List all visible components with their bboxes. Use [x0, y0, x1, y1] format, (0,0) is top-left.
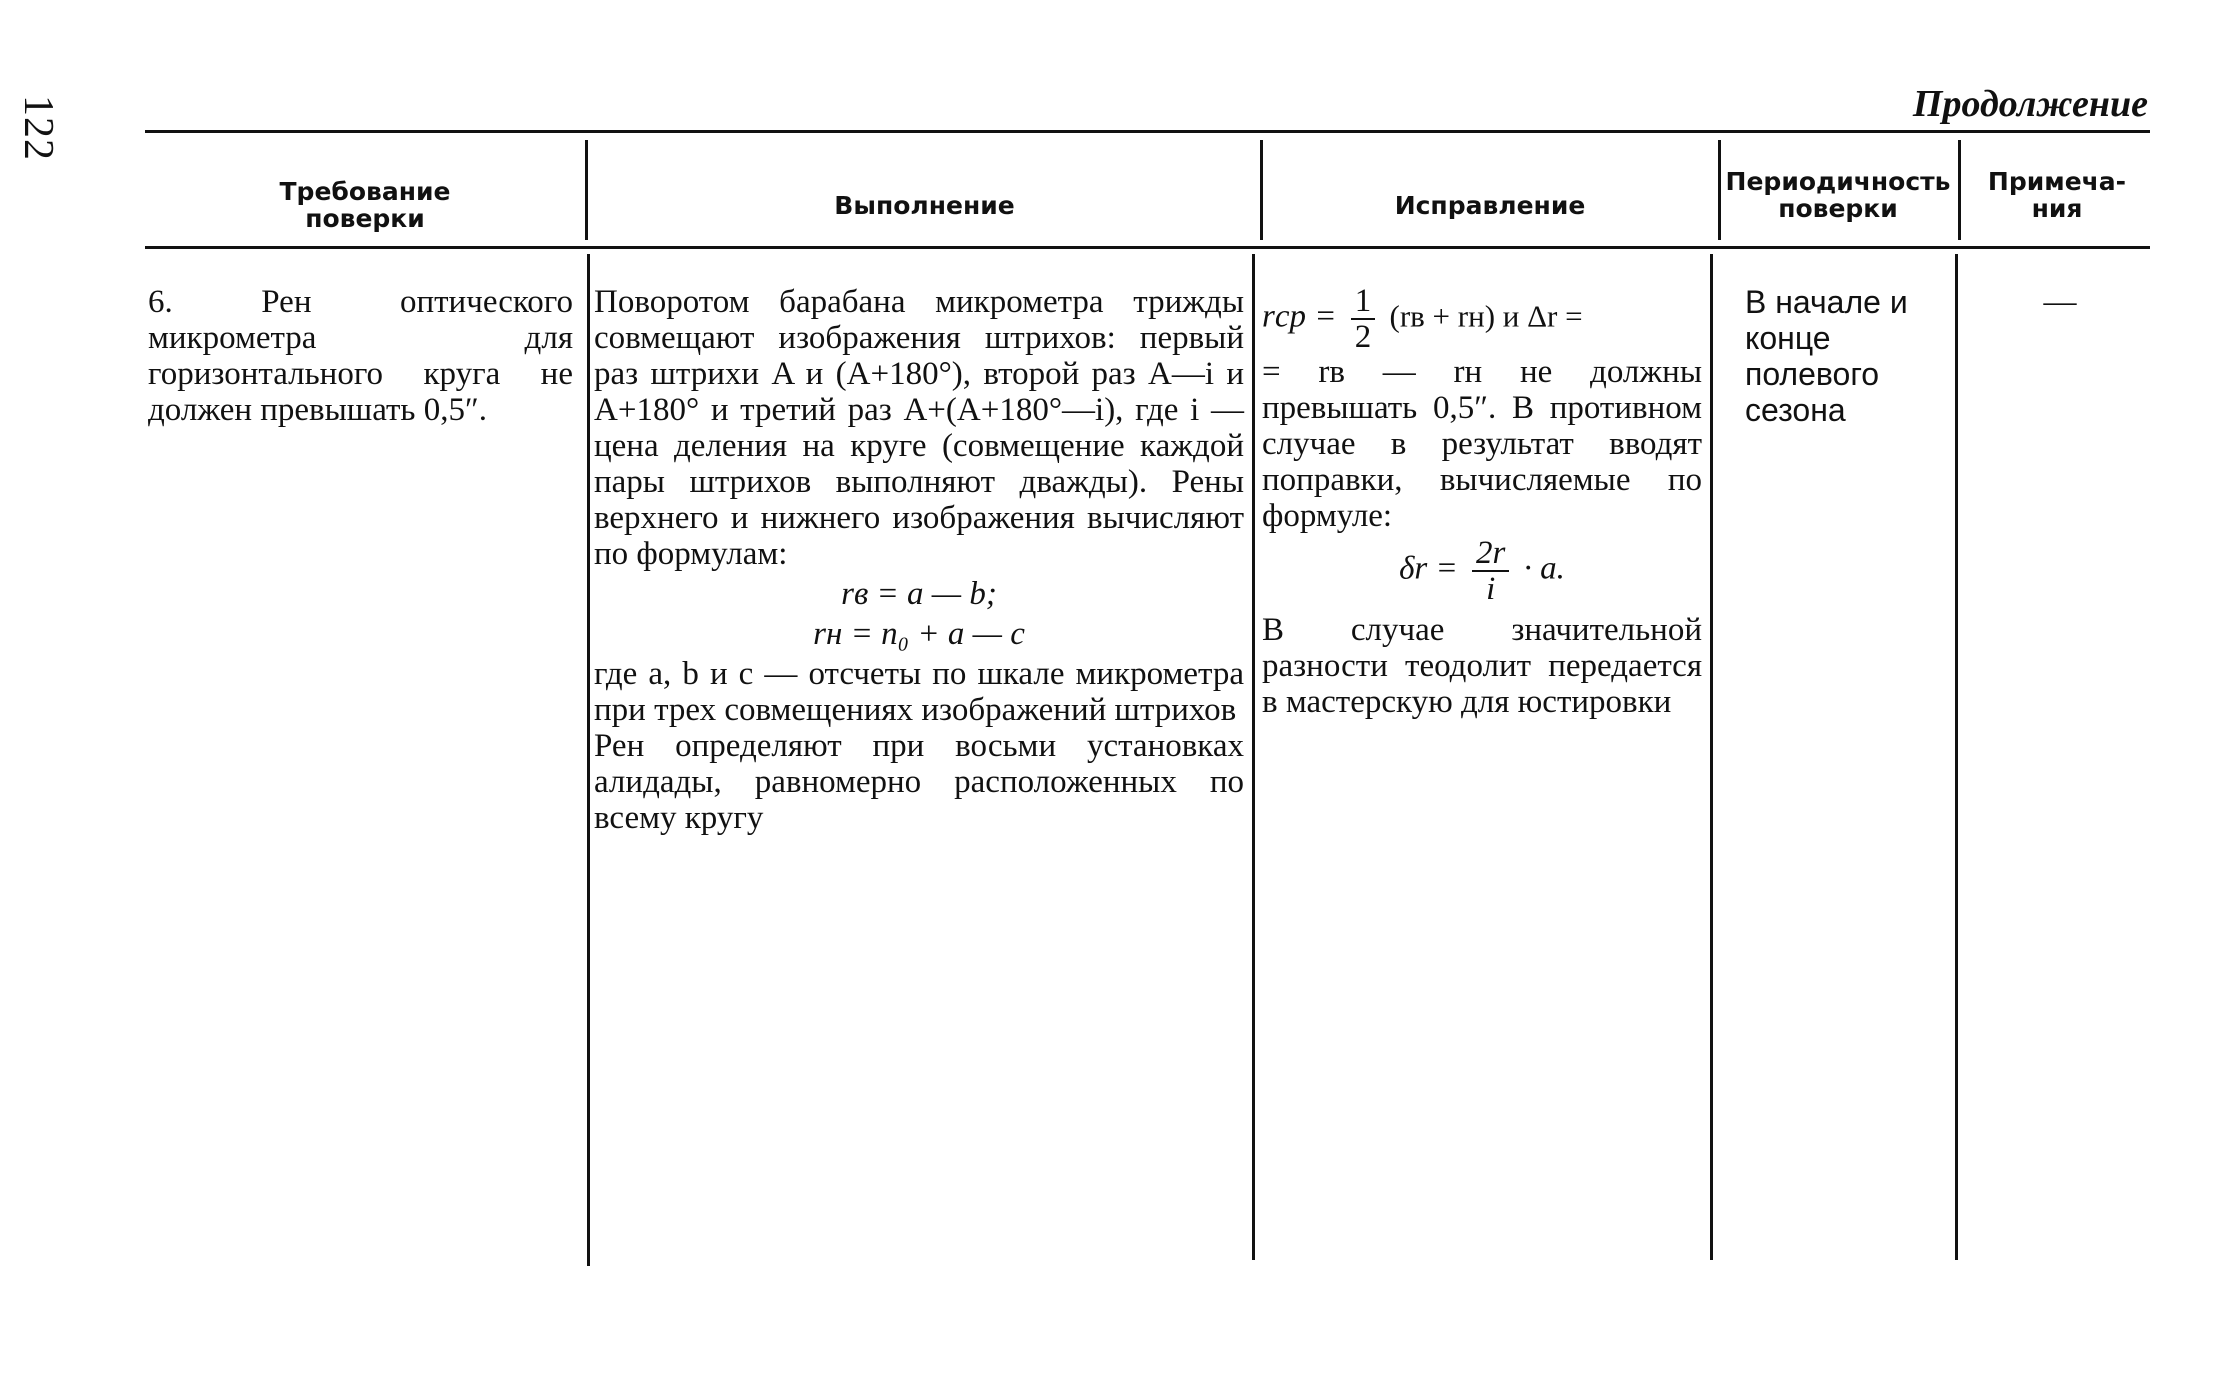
header-notes-line1: Примеча- — [1987, 167, 2127, 196]
continuation-label: Продолжение — [1912, 83, 2148, 125]
cell-notes — [1970, 284, 2150, 320]
fraction-2r-over-i — [1472, 536, 1509, 606]
header-divider-2 — [1260, 140, 1263, 240]
header-execution — [592, 160, 1257, 250]
body-divider-2 — [1252, 254, 1255, 1260]
fraction-2-numerator: 2r — [1472, 536, 1509, 572]
correction-formula-1-left: rср = — [1262, 298, 1337, 335]
header-periodicity — [1722, 150, 1954, 240]
header-periodicity-line2: поверки — [1778, 194, 1898, 223]
header-correction-label: Исправление — [1394, 190, 1586, 220]
execution-paragraph-1: Поворотом барабана микрометра трижды совмещают изображения штрихов: первый раз штрихи A и (A+180°), второй раз A—i и A+180° и третий раз A+(A+180°—i), где i — цена деления на круге (совмещение каждой пары штрихов выполняют дважды). Рены верхнего и нижнего изображения вычисляют по формулам: — [594, 284, 1244, 572]
header-divider-3 — [1718, 140, 1721, 240]
execution-paragraph-3: Рен определяют при восьми установках алидады, равномерно расположенных по всему кругу — [594, 728, 1244, 836]
correction-formula-2 — [1262, 536, 1702, 606]
cell-execution — [594, 284, 1244, 836]
execution-formula-lower: rн = n₀ + a — c — [813, 616, 1025, 652]
header-notes — [1962, 150, 2152, 240]
fraction-one-half — [1351, 284, 1376, 354]
periodicity-text: В начале и конце полевого сезона — [1745, 284, 1908, 428]
correction-formula-1 — [1262, 284, 1702, 354]
header-periodicity-line1: Периодичность — [1725, 167, 1951, 196]
table-top-rule — [145, 130, 2150, 133]
cell-correction — [1262, 284, 1702, 720]
correction-formula-2-right: · a. — [1523, 550, 1565, 587]
correction-paragraph-2: В случае значительной разности теодолит передается в мастерскую для юстировки — [1262, 612, 1702, 720]
header-requirement-line1: Требование — [279, 177, 451, 206]
fraction-1-numerator: 1 — [1351, 284, 1376, 320]
page-number: 122 — [15, 95, 61, 161]
correction-formula-1-right: (rв + rн) и Δr = — [1389, 298, 1583, 334]
execution-formula-upper: rв = a — b; — [841, 576, 997, 612]
fraction-2-denominator: i — [1486, 571, 1496, 607]
execution-paragraph-2: где a, b и c — отсчеты по шкале микрометра при трех совмещениях изображений штрихов — [594, 656, 1244, 728]
correction-paragraph-1: = rв — rн не должны превышать 0,5″. В противном случае в результат вводят поправки, вычисляемые по формуле: — [1262, 354, 1702, 534]
body-divider-1 — [587, 254, 590, 1266]
header-divider-4 — [1958, 140, 1961, 240]
body-divider-4 — [1955, 254, 1958, 1260]
body-divider-3 — [1710, 254, 1713, 1260]
notes-dash: — — [2043, 284, 2077, 320]
header-requirement-line2: поверки — [305, 204, 425, 233]
header-execution-label: Выполнение — [834, 190, 1015, 220]
correction-formula-2-left: δr = — [1399, 550, 1458, 587]
header-requirement — [150, 160, 580, 250]
header-notes-line2: ния — [2031, 194, 2083, 223]
requirement-text: 6. Рен оптического микрометра для горизонтального круга не должен превышать 0,5″. — [148, 284, 573, 428]
header-correction — [1265, 160, 1715, 250]
cell-requirement — [148, 284, 573, 428]
fraction-1-denominator: 2 — [1354, 319, 1372, 355]
header-divider-1 — [585, 140, 588, 240]
cell-periodicity — [1745, 284, 1935, 428]
